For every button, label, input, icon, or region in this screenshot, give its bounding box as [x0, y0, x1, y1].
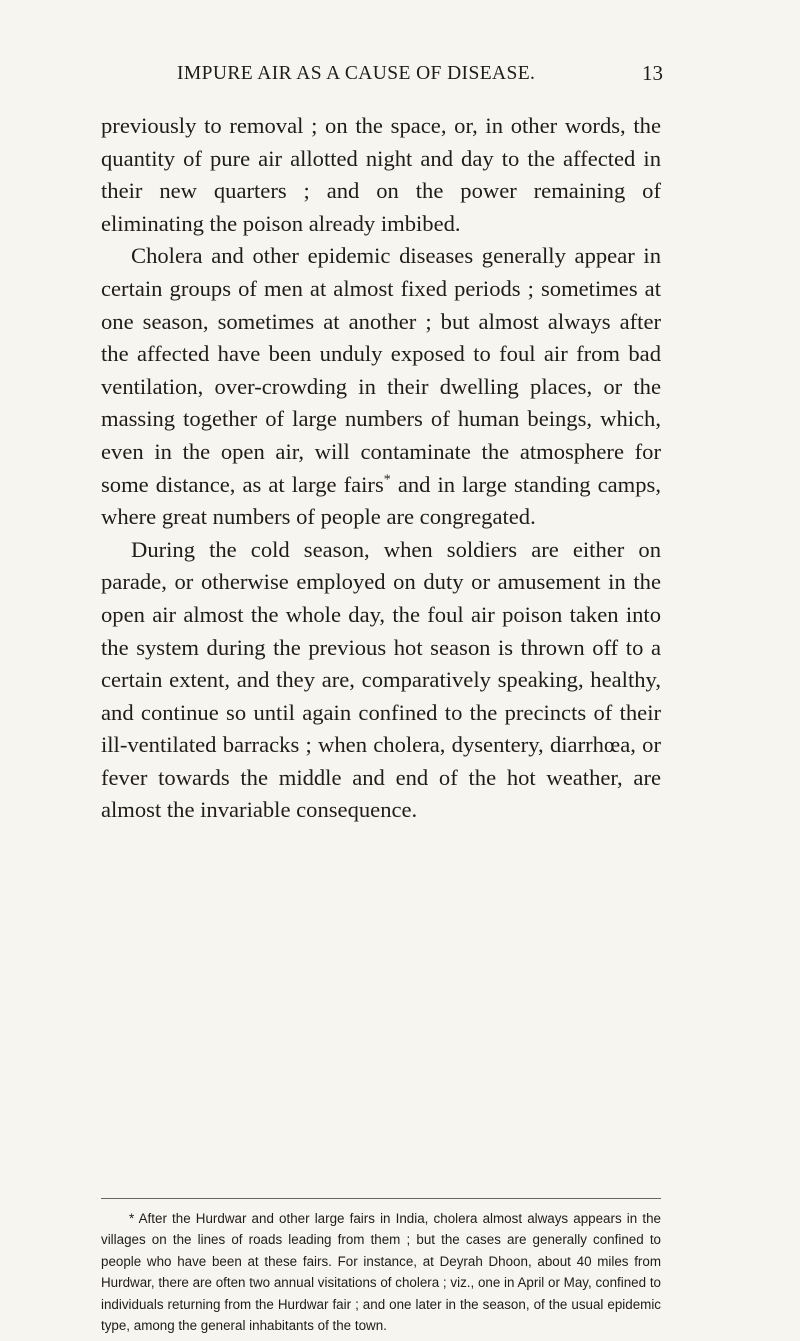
- paragraph-2: [101, 240, 661, 533]
- running-head: [0, 63, 800, 97]
- paragraph-1: previously to removal ; on the space, or, in other words, the quantity of pure air allotted night and day to the affected in their new quarters ; and on the power remaining of eliminating the poison already imbibed.: [101, 113, 661, 236]
- main-text: [101, 110, 661, 827]
- paragraph-3: During the cold season, when soldiers are either on parade, or otherwise employed on duty or amusement in the open air almost the whole day, the foul air poison taken into the system during the previous hot season is thrown off to a certain extent, and they are, comparatively speaking, healthy, and continue so until again confined to the precincts of their ill-ventilated barracks ; when cholera, dysentery, diarrhœa, or fever towards the middle and end of the hot weather, are almost the invariable consequence.: [101, 536, 661, 823]
- footnote: * After the Hurdwar and other large fairs in India, cholera almost always appears in the villages on the lines of roads leading from them ; but the cases are generally confined to people who have been at these fairs. For instance, at Deyrah Dhoon, about 40 miles from Hurdwar, there are often two annual visitations of cholera ; viz., one in April or May, confined to individuals returning from the Hurdwar fair ; and one later in the season, of the usual epidemic type, among the general inhabitants of the town.: [101, 1211, 661, 1334]
- running-title: IMPURE AIR AS A CAUSE OF DISEASE.: [177, 63, 536, 84]
- paragraph-2-part-1: Cholera and other epidemic diseases generally appear in certain groups of men at almost fixed periods ; sometimes at one season, sometimes at another ; but almost always after the affected have been unduly exposed to foul air from bad ventilation, over-crowding in their dwelling places, or the massing together of large numbers of human beings, which, even in the open air, will contaminate the atmosphere for some distance, as at large fairs: [101, 243, 661, 497]
- page-number: 13: [642, 61, 663, 85]
- paragraph-2-part-2: and in large standing camps, where great numbers of people are congregated.: [101, 471, 661, 530]
- footnote-reference: *: [383, 472, 391, 487]
- footnote-rule: [101, 1198, 661, 1200]
